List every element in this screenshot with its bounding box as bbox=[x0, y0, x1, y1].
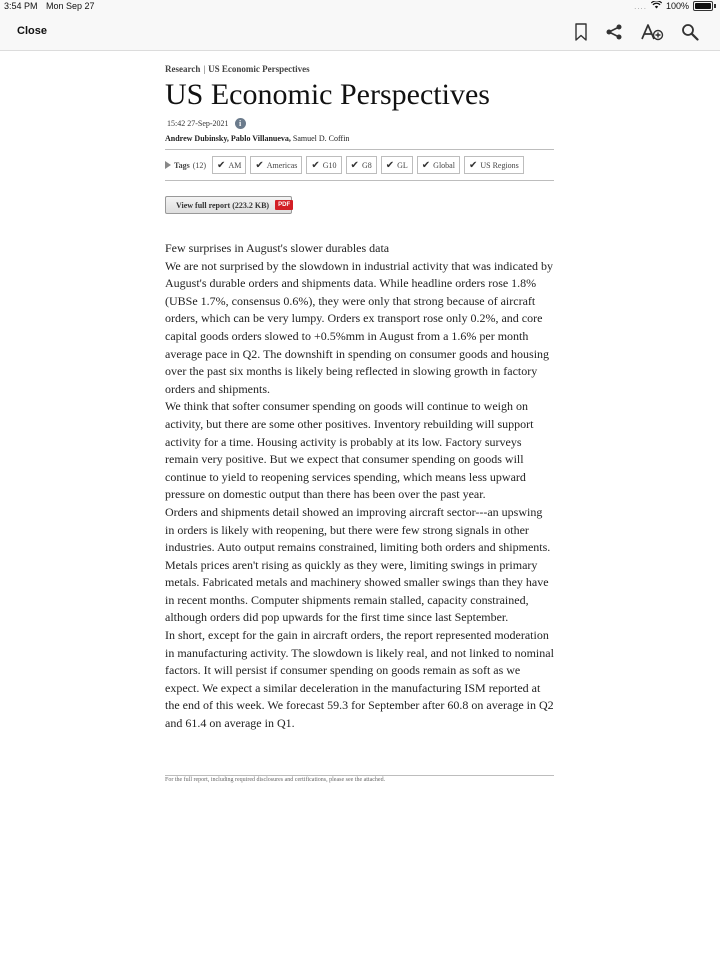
breadcrumb-title[interactable]: US Economic Perspectives bbox=[208, 64, 310, 74]
check-icon: ✔ bbox=[385, 159, 395, 171]
tag-label: GL bbox=[397, 160, 408, 170]
tag-chip[interactable] bbox=[250, 156, 302, 174]
status-bar bbox=[0, 0, 720, 14]
battery-icon bbox=[693, 1, 713, 11]
tags-toggle[interactable] bbox=[165, 161, 206, 170]
breadcrumb-section[interactable]: Research bbox=[165, 64, 201, 74]
tag-chip[interactable] bbox=[381, 156, 413, 174]
wifi-icon bbox=[651, 1, 662, 11]
status-right bbox=[634, 1, 716, 11]
close-button[interactable]: Close bbox=[17, 25, 47, 37]
tag-chip[interactable] bbox=[417, 156, 460, 174]
article-paragraph: Orders and shipments detail showed an improving aircraft sector---an upswing in orders is likely with reopening, but there were few strong signals in other industries. Auto output remains constrained, limiting both orders and shipments. Metals prices aren't rising as quickly as they were, limiting swings in primary metals. Fabricated metals and machinery showed smaller swings than they have in recent months. Computer shipments remain stalled, capacity constrained, although orders did pop upwards for the first time since last September. bbox=[165, 504, 551, 625]
tag-chip[interactable] bbox=[346, 156, 377, 174]
tag-chip[interactable] bbox=[464, 156, 524, 174]
tag-label: AM bbox=[228, 160, 242, 170]
article bbox=[165, 64, 554, 733]
article-paragraph: We are not surprised by the slowdown in industrial activity that was indicated by August's durable orders and shipments data. While headline orders rose 1.8% (UBSe 1.7%, consensus 0.6%), they were only that strong because of aircraft orders, which can be very lumpy. Orders ex transport rose only 0.2%, and core capital goods orders slowed to +0.5%mm in August from a 1.6% per month average pace in Q2. The downshift in spending on consumer goods and housing over the past six months is likely being reflected in slowing growth in factory orders and shipments. bbox=[165, 258, 553, 396]
tag-label: Americas bbox=[266, 160, 298, 170]
breadcrumb bbox=[165, 64, 554, 74]
signal-dots-icon: .... bbox=[634, 1, 647, 11]
tag-label: G8 bbox=[361, 160, 372, 170]
article-paragraph: In short, except for the gain in aircraft orders, the report represented moderation in manufacturing activity. The slowdown is likely real, and not linked to nominal factors. It will persist if consumer spending on goods remain as soft as we expect. We expect a similar deceleration in the manufacturing ISM reported at the end of this week. We forecast 59.3 for September after 60.8 on average in Q2 and 61.4 on average in Q1. bbox=[165, 628, 554, 731]
share-icon[interactable] bbox=[604, 22, 624, 42]
view-full-report-button[interactable] bbox=[165, 196, 292, 214]
footer-note: For the full report, including required disclosures and certifications, please see the attached. bbox=[165, 777, 386, 783]
dateline bbox=[165, 118, 554, 129]
article-paragraph: We think that softer consumer spending on goods will continue to weigh on activity, but there are some other positives. Inventory rebuilding will support activity for a time. Housing activity is probably at its low. Factory surveys remain very positive. But we expect that consumer spending on goods will continue to yield to reopening services spending, which means less upward pressure on domestic output than there has been over the past year. bbox=[165, 399, 534, 502]
battery-percent: 100% bbox=[665, 1, 689, 11]
tag-chip[interactable] bbox=[212, 156, 246, 174]
author-link[interactable]: Samuel D. Coffin bbox=[292, 134, 350, 143]
battery-tip bbox=[714, 4, 716, 8]
report-button-label: View full report (223.2 KB) bbox=[176, 200, 270, 210]
authors: Andrew Dubinsky, Pablo Villanueva, Samuel D. Coffin bbox=[165, 134, 350, 143]
status-date: Mon Sep 27 bbox=[46, 1, 95, 11]
check-icon: ✔ bbox=[255, 159, 264, 171]
text-size-icon[interactable] bbox=[641, 22, 665, 42]
check-icon: ✔ bbox=[350, 159, 359, 171]
tags-label: Tags bbox=[174, 160, 190, 170]
check-icon: ✔ bbox=[311, 159, 320, 171]
footer-divider bbox=[165, 775, 554, 776]
article-subheading: Few surprises in August's slower durables data bbox=[165, 241, 390, 255]
breadcrumb-separator: | bbox=[203, 64, 206, 74]
page-title: US Economic Perspectives bbox=[165, 78, 490, 111]
tags-count: (12) bbox=[192, 160, 207, 170]
search-icon[interactable] bbox=[680, 22, 700, 42]
status-time: 3:54 PM bbox=[4, 1, 38, 11]
publish-datetime: 15:42 27-Sep-2021 bbox=[167, 119, 229, 128]
check-icon: ✔ bbox=[468, 159, 478, 171]
check-icon: ✔ bbox=[421, 159, 431, 171]
tag-label: US Regions bbox=[480, 160, 519, 170]
bookmark-icon[interactable] bbox=[571, 22, 591, 42]
pdf-icon: PDF bbox=[275, 200, 293, 210]
tag-chip[interactable] bbox=[306, 156, 341, 174]
tag-label: G10 bbox=[322, 160, 337, 170]
info-icon[interactable]: i bbox=[235, 118, 246, 129]
check-icon: ✔ bbox=[217, 159, 226, 171]
tag-label: Global bbox=[433, 160, 455, 170]
article-body bbox=[165, 240, 554, 733]
top-toolbar bbox=[0, 14, 720, 51]
author-link[interactable]: Andrew Dubinsky bbox=[165, 134, 227, 143]
author-link[interactable]: Pablo Villanueva bbox=[230, 134, 289, 143]
tags-row bbox=[165, 150, 554, 181]
caret-right-icon bbox=[165, 161, 171, 169]
